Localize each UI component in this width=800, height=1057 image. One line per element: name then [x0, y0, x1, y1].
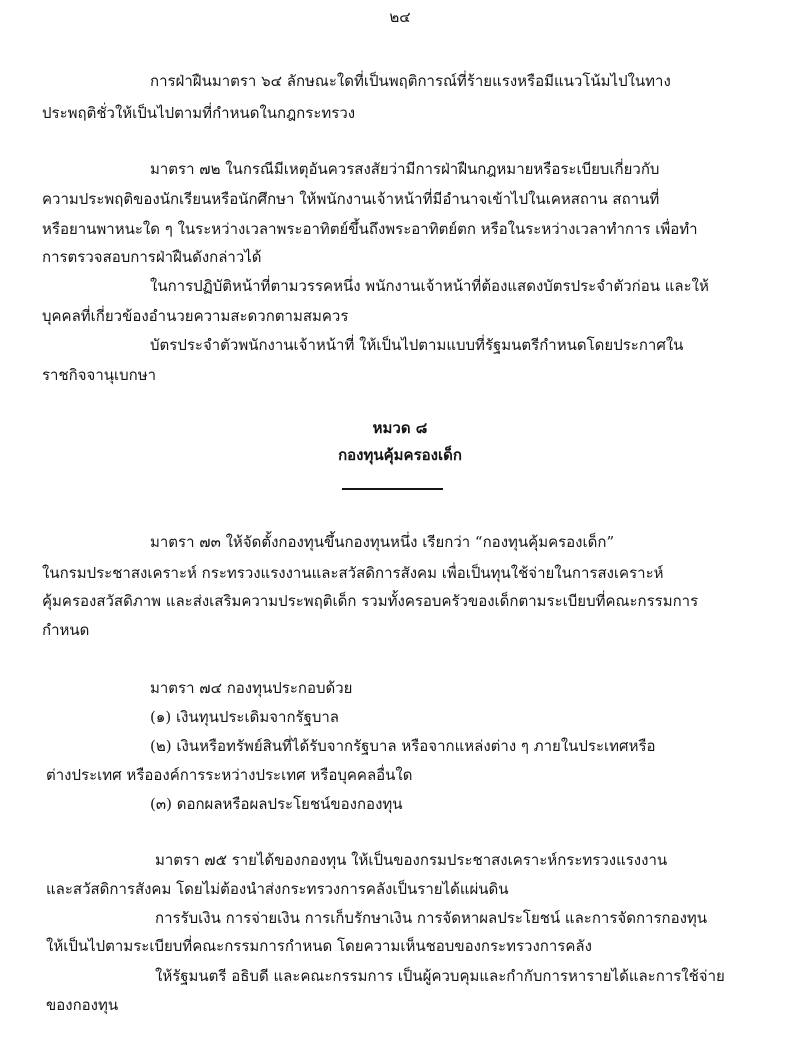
section-75-heading-line: มาตรา ๗๕ รายได้ของกองทุน ให้เป็นของกรมประชาสงเคราะห์กระทรวงแรงงาน: [155, 851, 668, 869]
list-item: (๒) เงินหรือทรัพย์สินที่ได้รับจากรัฐบาล หรือจากแหล่งต่าง ๆ ภายในประเทศหรือ: [150, 737, 656, 755]
paragraph-line: และสวัสดิการสังคม โดยไม่ต้องนำส่งกระทรวงการคลังเป็นรายได้แผ่นดิน: [46, 880, 509, 898]
paragraph-line: ประพฤติชั่วให้เป็นไปตามที่กำหนดในกฎกระทรวง: [42, 104, 356, 122]
chapter-number: หมวด ๘: [372, 419, 428, 437]
paragraph-line: ความประพฤติของนักเรียนหรือนักศึกษา ให้พนักงานเจ้าหน้าที่มีอำนาจเข้าไปในเคหสถาน สถานที่: [42, 190, 660, 208]
chapter-divider: [342, 488, 443, 490]
section-73-heading-line: มาตรา ๗๓ ให้จัดตั้งกองทุนขึ้นกองทุนหนึ่ง เรียกว่า “กองทุนคุ้มครองเด็ก”: [150, 533, 615, 551]
paragraph-line: บัตรประจำตัวพนักงานเจ้าหน้าที่ ให้เป็นไปตามแบบที่รัฐมนตรีกำหนดโดยประกาศใน: [150, 336, 684, 354]
paragraph-line: ให้เป็นไปตามระเบียบที่คณะกรรมการกำหนด โดยความเห็นชอบของกระทรวงการคลัง: [46, 937, 592, 955]
list-item: (๓) ดอกผลหรือผลประโยชน์ของกองทุน: [150, 795, 403, 813]
section-72-heading-line: มาตรา ๗๒ ในกรณีมีเหตุอันควรสงสัยว่ามีการฝ่าฝืนกฎหมายหรือระเบียบเกี่ยวกับ: [150, 160, 660, 178]
chapter-title: กองทุนคุ้มครองเด็ก: [338, 446, 462, 464]
paragraph-line: กำหนด: [42, 621, 90, 639]
paragraph-line: ในการปฏิบัติหน้าที่ตามวรรคหนึ่ง พนักงานเจ้าหน้าที่ต้องแสดงบัตรประจำตัวก่อน และให้: [150, 277, 709, 295]
section-74-heading-line: มาตรา ๗๔ กองทุนประกอบด้วย: [150, 679, 353, 697]
paragraph-line: การรับเงิน การจ่ายเงิน การเก็บรักษาเงิน การจัดหาผลประโยชน์ และการจัดการกองทุน: [155, 909, 708, 927]
list-item-continuation: ต่างประเทศ หรือองค์การระหว่างประเทศ หรือบุคคลอื่นใด: [46, 766, 413, 784]
paragraph-line: การฝ่าฝืนมาตรา ๖๔ ลักษณะใดที่เป็นพฤติการณ์ที่ร้ายแรงหรือมีแนวโน้มไปในทาง: [150, 72, 671, 90]
list-item: (๑) เงินทุนประเดิมจากรัฐบาล: [150, 708, 339, 726]
paragraph-line: ให้รัฐมนตรี อธิบดี และคณะกรรมการ เป็นผู้ควบคุมและกำกับการหารายได้และการใช้จ่าย: [155, 967, 725, 985]
paragraph-line: คุ้มครองสวัสดิภาพ และส่งเสริมความประพฤติเด็ก รวมทั้งครอบครัวของเด็กตามระเบียบที่คณะกรรมการ: [42, 592, 699, 610]
paragraph-line: บุคคลที่เกี่ยวข้องอำนวยความสะดวกตามสมควร: [42, 307, 349, 325]
paragraph-line: ของกองทุน: [46, 996, 119, 1014]
paragraph-line: ราชกิจจานุเบกษา: [42, 366, 157, 384]
paragraph-line: หรือยานพาหนะใด ๆ ในระหว่างเวลาพระอาทิตย์ขึ้นถึงพระอาทิตย์ตก หรือในระหว่างเวลาทำการ เพื่อทำ: [42, 220, 698, 238]
paragraph-line: ในกรมประชาสงเคราะห์ กระทรวงแรงงานและสวัสดิการสังคม เพื่อเป็นทุนใช้จ่ายในการสงเคราะห์: [42, 564, 664, 582]
page-number: ๒๔: [389, 8, 411, 26]
paragraph-line: การตรวจสอบการฝ่าฝืนดังกล่าวได้: [42, 248, 262, 266]
